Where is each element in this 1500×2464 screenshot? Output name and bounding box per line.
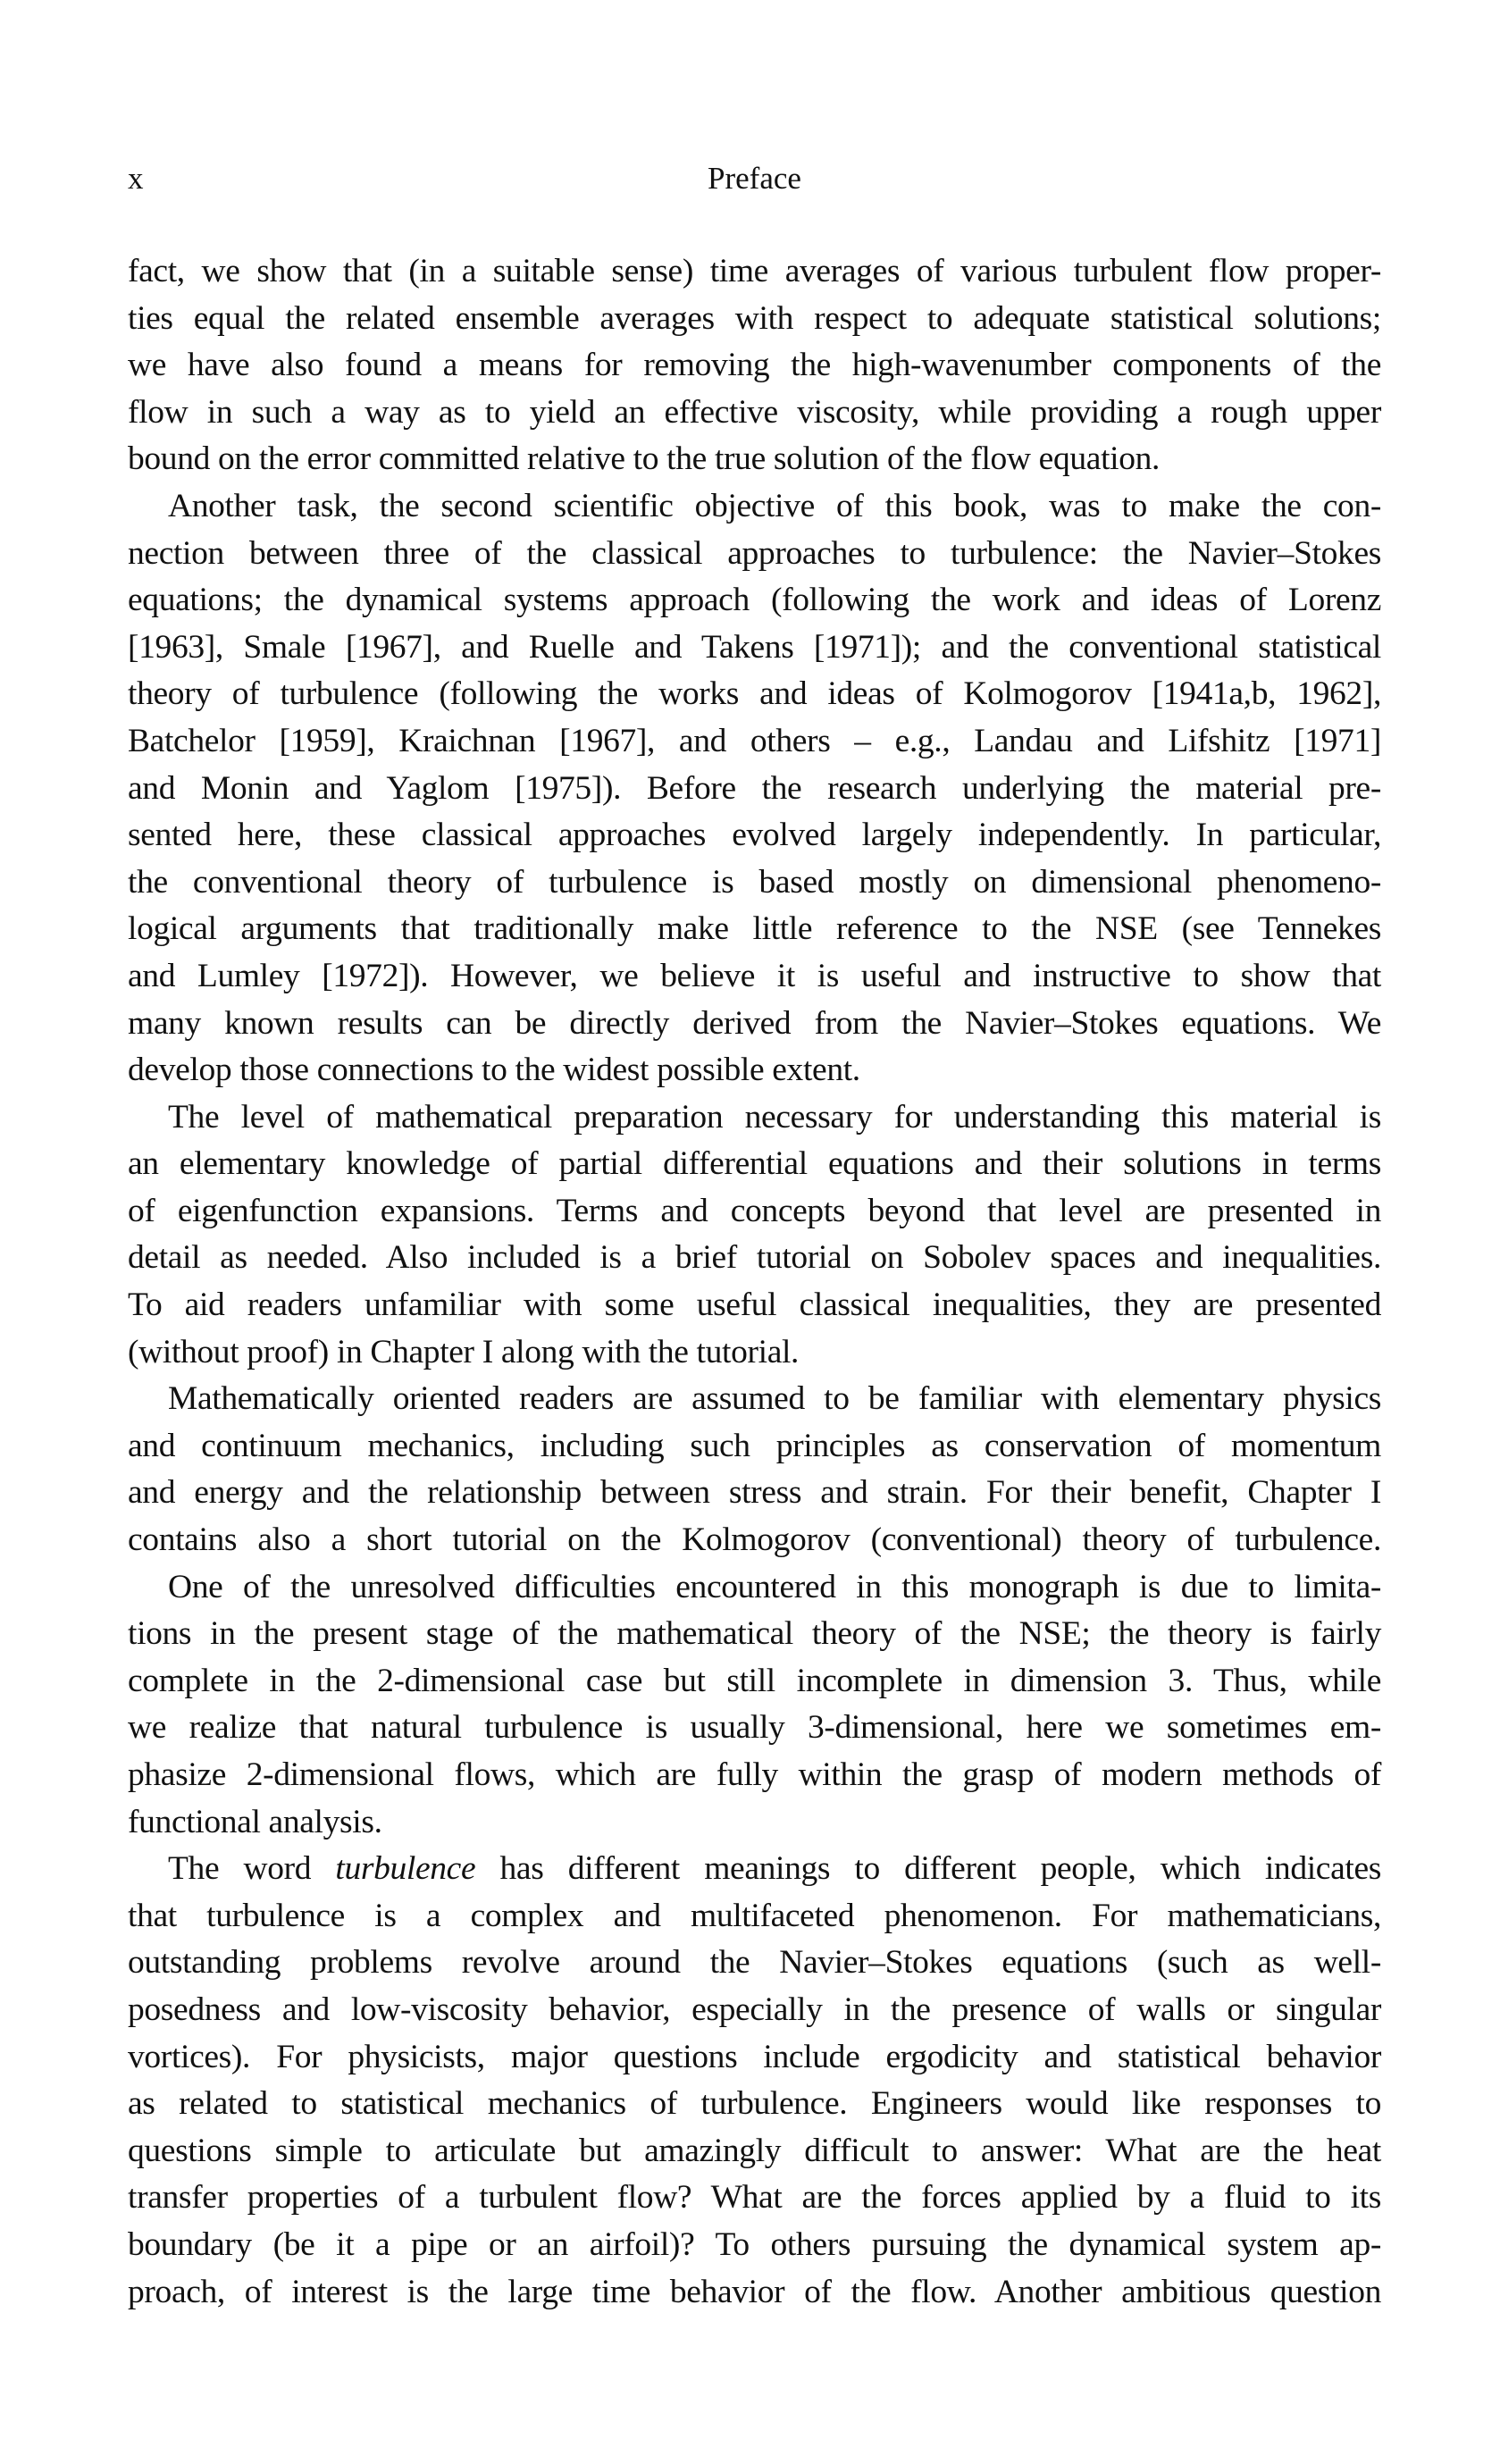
running-head-title: Preface xyxy=(708,161,801,196)
text-line: as related to statistical mechanics of turbulence. Engineers would like responses to xyxy=(128,2085,1381,2123)
text-line: (without proof) in Chapter I along with the tutorial. xyxy=(128,1333,800,1370)
text-line: logical arguments that traditionally make little reference to the NSE (see Tennekes xyxy=(128,910,1381,948)
text-line: boundary (be it a pipe or an airfoil)? To others pursuing the dynamical system ap- xyxy=(128,2225,1381,2263)
text-line: tions in the present stage of the mathematical theory of the NSE; the theory is fairly xyxy=(128,1615,1381,1653)
text-line: fact, we show that (in a suitable sense) time averages of various turbulent flow proper- xyxy=(128,253,1381,289)
text-line: vortices). For physicists, major questions include ergodicity and statistical behavior xyxy=(128,2038,1381,2075)
text-line: Batchelor [1959], Kraichnan [1967], and others – e.g., Landau and Lifshitz [1971] xyxy=(128,722,1381,759)
paragraph-difficulties xyxy=(128,1564,1381,1847)
text-line: an elementary knowledge of partial differential equations and their solutions in terms xyxy=(128,1145,1381,1183)
text-line: and energy and the relationship between stress and strain. For their benefit, Chapter I xyxy=(128,1474,1381,1512)
body-text xyxy=(128,248,1381,2316)
text-line: we have also found a means for removing the high-wavenumber components of the xyxy=(128,347,1381,384)
text-line: detail as needed. Also included is a brief tutorial on Sobolev spaces and inequalities. xyxy=(128,1239,1381,1277)
text-line: One of the unresolved difficulties encountered in this monograph is due to limita- xyxy=(168,1568,1381,1605)
text-line: bound on the error committed relative to the true solution of the flow equation. xyxy=(128,440,1161,478)
text-line: of eigenfunction expansions. Terms and concepts beyond that level are presented in xyxy=(128,1192,1381,1229)
text-line: The level of mathematical preparation necessary for understanding this material is xyxy=(168,1098,1381,1136)
text-line: functional analysis. xyxy=(128,1803,382,1840)
text-line: that turbulence is a complex and multifaceted phenomenon. For mathematicians, xyxy=(128,1897,1381,1934)
text-line: transfer properties of a turbulent flow? What are the forces applied by a fluid to its xyxy=(128,2179,1381,2217)
text-line: phasize 2-dimensional flows, which are fully within the grasp of modern methods of xyxy=(128,1756,1381,1793)
text-line: nection between three of the classical approaches to turbulence: the Navier–Stokes xyxy=(128,534,1381,572)
text-segment: The word xyxy=(168,1850,336,1888)
text-line: Mathematically oriented readers are assumed to be familiar with elementary physics xyxy=(168,1380,1381,1418)
paragraph-preparation xyxy=(128,1094,1381,1377)
text-line: and Monin and Yaglom [1975]). Before the research underlying the material pre- xyxy=(128,769,1381,807)
text-line: proach, of interest is the large time behavior of the flow. Another ambitious question xyxy=(128,2273,1381,2310)
text-line: theory of turbulence (following the works and ideas of Kolmogorov [1941a,b, 1962], xyxy=(128,675,1381,713)
text-line: complete in the 2-dimensional case but still incomplete in dimension 3. Thus, while xyxy=(128,1662,1381,1699)
paragraph-turbulence-meanings xyxy=(128,1846,1381,2316)
text-line: ties equal the related ensemble averages with respect to adequate statistical solutions; xyxy=(128,299,1381,337)
text-line: outstanding problems revolve around the Navier–Stokes equations (such as well- xyxy=(128,1944,1381,1982)
text-line: posedness and low-viscosity behavior, especially in the presence of walls or singular xyxy=(128,1990,1381,2028)
text-line: To aid readers unfamiliar with some useful classical inequalities, they are presented xyxy=(128,1286,1381,1324)
text-line: and continuum mechanics, including such principles as conservation of momentum xyxy=(128,1427,1381,1464)
text-line: contains also a short tutorial on the Kolmogorov (conventional) theory of turbulence. xyxy=(128,1521,1381,1559)
text-line: the conventional theory of turbulence is based mostly on dimensional phenomeno- xyxy=(128,863,1381,901)
paragraph-scientific-objective xyxy=(128,483,1381,1094)
text-line: we realize that natural turbulence is usually 3-dimensional, here we sometimes em- xyxy=(128,1709,1381,1747)
paragraph-continuation xyxy=(128,248,1381,483)
text-line: [1963], Smale [1967], and Ruelle and Takens [1971]); and the conventional statistical xyxy=(128,628,1381,666)
text-line: flow in such a way as to yield an effective viscosity, while providing a rough upper xyxy=(128,393,1381,431)
text-line: develop those connections to the widest possible extent. xyxy=(128,1052,860,1089)
paragraph-readers xyxy=(128,1376,1381,1563)
text-line: sented here, these classical approaches evolved largely independently. In particular, xyxy=(128,817,1381,854)
text-line: Another task, the second scientific objective of this book, was to make the con- xyxy=(168,487,1381,524)
text-line: questions simple to articulate but amazingly difficult to answer: What are the heat xyxy=(128,2132,1381,2169)
text-line: equations; the dynamical systems approach (following the work and ideas of Lorenz xyxy=(128,582,1381,619)
text-segment: has different meanings to different people, which indicates xyxy=(475,1850,1381,1888)
page-number: x xyxy=(128,161,144,196)
emphasized-word: turbulence xyxy=(335,1850,476,1888)
running-head xyxy=(128,161,1381,197)
text-line: many known results can be directly derived from the Navier–Stokes equations. We xyxy=(128,1004,1381,1042)
text-line-with-emphasis xyxy=(128,1846,1381,1893)
text-line: and Lumley [1972]). However, we believe it is useful and instructive to show that xyxy=(128,957,1381,994)
